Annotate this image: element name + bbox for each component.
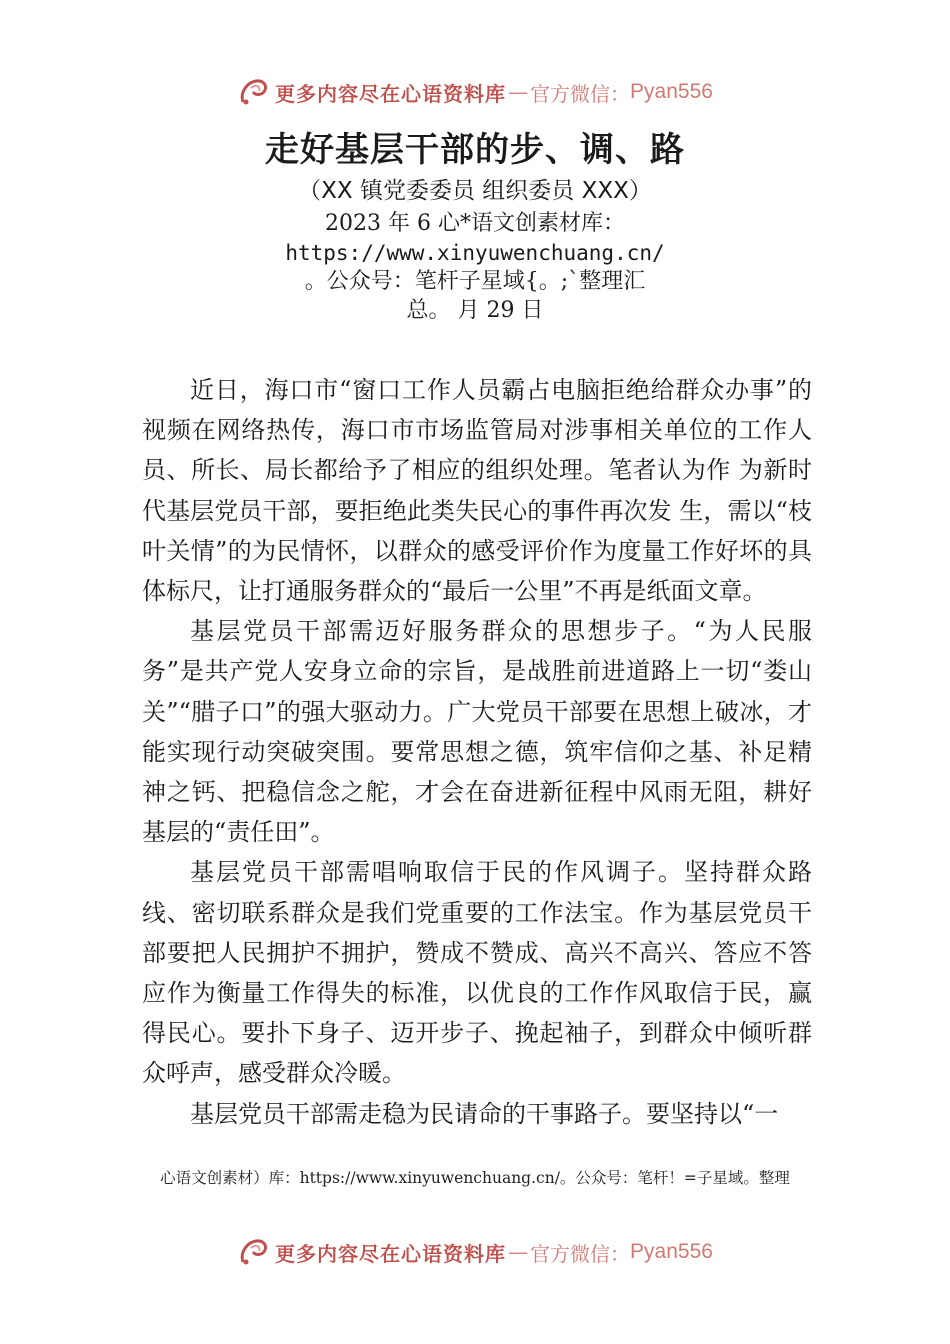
date-line-1: 2023 年 6 心*语文创素材库： (325, 211, 625, 236)
banner-wechat-id: Pyan556 (630, 1240, 713, 1263)
paragraph: 基层党员干部需迈好服务群众的思想步子。“为人民服务”是共产党人安身立命的宗旨，是战胜前进道路上一切“娄山关”“腊子口”的强大驱动力。广大党员干部要在思想上破冰，才能实现行动突破突围。要常思想之德，筑牢信仰之基、补足精神之钙、把稳信念之舵，才会在奋进新征程中风雨无阻，耕好基层的“责任田”。 (142, 617, 812, 847)
footer-banner (0, 1232, 950, 1272)
banner-text: 更多内容尽在心语资料库 (275, 81, 507, 106)
footer-source-note: 心语文创素材）库：https://www.xinyuwenchuang.cn/。公众号：笔杆！=子星域。整理 (160, 1169, 790, 1187)
source-url: https://www.xinyuwenchuang.cn/ (285, 241, 665, 265)
banner-wechat-label: 官方微信： (530, 81, 631, 106)
article-body (142, 370, 812, 1134)
date-line-4: 总。 月 29 日 (406, 298, 544, 323)
banner-separator: — (508, 1240, 529, 1264)
header-banner (0, 72, 950, 112)
paragraph: 基层党员干部需唱响取信于民的作风调子。坚持群众路线、密切联系群众是我们党重要的工作法宝。作为基层党员干部要把人民拥护不拥护，赞成不赞成、高兴不高兴、答应不答应作为衡量工作得失的标准，以优良的工作作风取信于民，赢得民心。要扑下身子、迈开步子、挽起袖子，到群众中倾听群众呼声，感受群众冷暖。 (142, 858, 812, 1088)
paragraph: 近日，海口市“窗口工作人员霸占电脑拒绝给群众办事”的视频在网络热传，海口市市场监管局对涉事相关单位的工作人员、所长、局长都给予了相应的组织处理。笔者认为作 为新时代基层党员干部，要拒绝此类失民心的事件再次发 生，需以“枝叶关情”的为民情怀，以群众的感受评价作为度量工作好坏的具体标尺，让打通服务群众的“最后一公里”不再是纸面文章。 (142, 376, 812, 606)
author-line: （XX 镇党委委员 组织委员 XXX） (298, 178, 652, 204)
banner-wechat-id: Pyan556 (630, 80, 713, 103)
leaf-swirl-logo-icon (237, 1235, 271, 1269)
leaf-swirl-logo-icon (237, 75, 271, 109)
banner-separator: — (508, 80, 529, 104)
date-line-3: 。公众号：笔杆子星域{。;`整理汇 (304, 269, 646, 294)
document-title: 走好基层干部的步、调、路 (265, 130, 685, 170)
paragraph: 基层党员干部需走稳为民请命的干事路子。要坚持以“一 (190, 1099, 779, 1128)
banner-wechat-label: 官方微信： (530, 1241, 631, 1266)
banner-text: 更多内容尽在心语资料库 (275, 1241, 507, 1266)
